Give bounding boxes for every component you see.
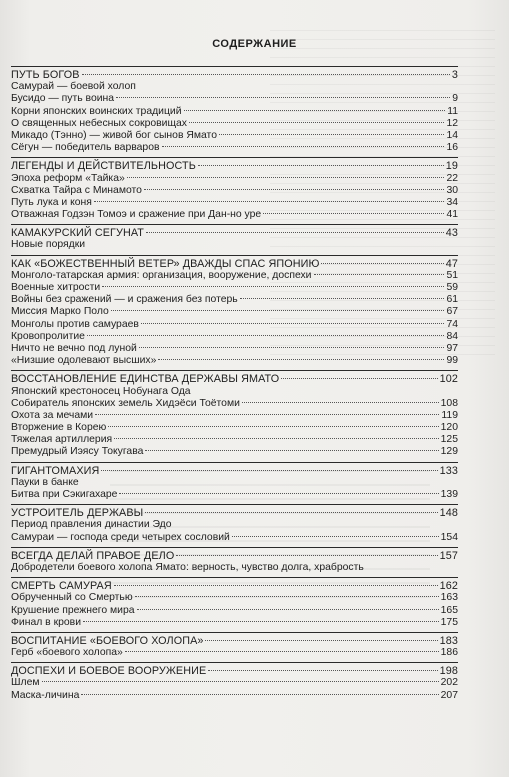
section-heading [11,373,458,385]
toc-entry-page-number: 119 [441,409,458,421]
toc-entry [11,106,458,118]
toc-entry-page-number: 108 [440,397,458,409]
toc-section [11,662,458,702]
dot-leader [108,426,438,427]
section-heading-title: ВОСПИТАНИЕ «БОЕВОГО ХОЛОПА» [11,634,204,647]
toc-entry-page-number: 154 [440,531,458,543]
toc-entry-title: Обрученный со Смертью [11,592,133,604]
toc-entry-page-number: 34 [446,196,458,208]
dot-leader [208,670,437,671]
toc-entry-title: О священных небесных сокровищах [11,117,187,129]
section-heading-page-number: 162 [439,580,458,593]
toc-entry-title: Битва при Сэкигахаре [11,489,118,500]
dot-leader [87,335,444,336]
toc-entry [11,306,458,318]
toc-entry [11,605,458,617]
toc-entry [11,197,458,209]
toc-entry-title: Кровопролитие [11,330,85,342]
toc-section [11,632,458,659]
toc-entry-page-number: 202 [440,677,458,689]
dot-leader [240,298,445,299]
toc-entry [11,331,458,343]
toc-section [11,255,458,368]
section-heading-page-number: 43 [445,227,458,240]
toc-section [11,224,458,251]
toc-entry [11,142,458,154]
toc-entry-page-number: 74 [446,318,458,330]
dot-leader [232,536,439,537]
toc-entry [11,386,458,398]
section-heading-title: КАМАКУРСКИЙ СЕГУНАТ [11,227,144,240]
section-heading-page-number: 148 [439,507,458,520]
dot-leader [135,596,439,597]
toc-entry [11,489,458,501]
dot-leader [242,402,439,403]
section-heading [11,160,458,172]
toc-section [11,547,458,574]
toc-entry [11,185,458,197]
section-heading [11,507,458,519]
toc-entry [11,270,458,282]
dot-leader [116,97,450,98]
toc-entry-title: Охота за мечами [11,409,94,421]
toc-section [11,66,458,154]
dot-leader [94,201,445,202]
toc-section [11,577,458,629]
dot-leader [101,470,437,471]
dot-leader [314,274,445,275]
toc-entry [11,355,458,367]
toc-entry [11,319,458,331]
section-heading [11,227,458,239]
toc-entry [11,209,458,221]
toc-entry-title: Тяжелая артиллерия [11,434,113,446]
toc-entry-page-number: 120 [440,422,458,434]
section-heading [11,69,458,81]
dot-leader [141,323,445,324]
toc-entry-page-number: 51 [446,269,458,281]
section-heading-title: ДОСПЕХИ И БОЕВОЕ ВООРУЖЕНИЕ [11,665,207,678]
toc-entry-title: Японский крестоносец Нобунага Ода [11,385,191,397]
section-heading-page-number: 19 [445,160,458,173]
section-heading-page-number: 102 [439,373,458,386]
toc-entry-title: Маска-личина [11,689,80,701]
dot-leader [146,232,444,233]
dot-leader [42,681,439,682]
toc-entry [11,398,458,410]
toc-entry [11,617,458,629]
toc-entry-title: Самураи — господа среди четырех сословий [11,531,230,543]
toc-entry-title: Новые порядки [11,239,86,251]
toc-entry-page-number: 14 [446,129,458,141]
toc-entry-page-number: 175 [440,616,458,628]
toc-entry-title: Военные хитрости [11,282,101,293]
dot-leader [81,694,438,695]
dot-leader [189,122,444,123]
dot-leader [114,585,438,586]
toc-entry-title: Войны без сражений — и сражения без потерь [11,294,238,306]
toc-section [11,157,458,221]
toc-entry-title: Эпоха реформ «Тайка» [11,172,125,184]
toc-entry [11,677,458,689]
dot-leader [281,378,437,379]
section-heading-title: ПУТЬ БОГОВ [11,69,80,81]
toc-entry [11,647,458,659]
toc-entry [11,173,458,185]
section-heading-page-number: 183 [439,634,458,647]
toc-entry-page-number: 207 [440,689,458,701]
dot-leader [144,189,445,190]
dot-leader [137,609,439,610]
toc-entry [11,422,458,434]
toc-section [11,504,458,544]
toc-entry [11,519,458,531]
toc-entry-title: Ничто не вечно под луной [11,342,137,354]
toc-entry-page-number: 99 [446,355,458,367]
toc-entry-title: Период правления династии Эдо [11,519,172,531]
toc-entry-title: Финал в крови [11,616,82,628]
section-heading [11,550,458,562]
toc-entry-title: Корни японских воинских традиций [11,105,182,117]
toc-entry [11,592,458,604]
dot-leader [145,512,437,513]
toc-entry-title: Миссия Марко Поло [11,306,109,318]
section-heading [11,465,458,477]
dot-leader [102,286,444,287]
section-heading-title: ЛЕГЕНДЫ И ДЕЙСТВИТЕЛЬНОСТЬ [11,160,196,173]
dot-leader [176,555,437,556]
toc-entry [11,343,458,355]
section-heading-title: ВСЕГДА ДЕЛАЙ ПРАВОЕ ДЕЛО [11,549,175,562]
toc-entry [11,410,458,422]
toc-section [11,462,458,502]
toc-entry-title: Сёгун — победитель варваров [11,142,160,154]
section-heading-title: КАК «БОЖЕСТВЕННЫЙ ВЕТЕР» ДВАЖДЫ СПАС ЯПОНИЮ [11,257,320,270]
toc-entry [11,81,458,93]
dot-leader [125,651,439,652]
section-heading [11,258,458,270]
dot-leader [111,310,445,311]
table-of-contents [11,66,458,705]
section-heading [11,635,458,647]
dot-leader [205,640,437,641]
toc-entry-title: Добродетели боевого холопа Ямато: верность, чувство долга, храбрость [11,561,364,573]
toc-entry-page-number: 165 [440,604,458,616]
toc-entry-title: «Низшие одолевают высших» [11,355,157,367]
toc-entry-title: Монголо-татарская армия: организация, вооружение, доспехи [11,269,312,281]
dot-leader [127,177,445,178]
toc-entry-title: Крушение прежнего мира [11,604,135,616]
toc-entry [11,690,458,702]
dot-leader [119,493,438,494]
toc-entry-title: Отважная Годзэн Томоэ и сражение при Дан-но уре [11,209,262,221]
toc-entry [11,130,458,142]
toc-entry-page-number: 59 [446,282,458,293]
toc-entry-title: Схватка Тайра с Минамото [11,184,142,196]
dot-leader [321,263,443,264]
dot-leader [83,621,439,622]
section-heading-title: УСТРОИТЕЛЬ ДЕРЖАВЫ [11,507,144,520]
toc-entry-page-number: 186 [440,647,458,659]
toc-entry-title: Вторжение в Корею [11,422,107,434]
dot-leader [139,347,445,348]
toc-entry-title: Монголы против самураев [11,318,139,330]
dot-leader [158,359,444,360]
toc-entry-page-number: 12 [446,117,458,129]
dot-leader [82,74,450,75]
dot-leader [145,450,438,451]
toc-entry-title: Самурай — боевой холоп [11,81,136,93]
section-heading [11,665,458,677]
section-heading-page-number: 198 [439,665,458,678]
toc-entry-page-number: 61 [446,294,458,306]
section-heading-page-number: 47 [445,257,458,270]
section-heading [11,580,458,592]
toc-entry-page-number: 16 [446,142,458,154]
dot-leader [114,438,439,439]
toc-entry [11,562,458,574]
toc-entry [11,93,458,105]
section-heading-title: СМЕРТЬ САМУРАЯ [11,580,112,593]
toc-entry-page-number: 11 [447,105,458,117]
toc-entry-title: Собиратель японских земель Хидэёси Тоётоми [11,397,240,409]
dot-leader [95,414,439,415]
toc-entry-page-number: 41 [446,209,458,221]
section-heading-title: ВОССТАНОВЛЕНИЕ ЕДИНСТВА ДЕРЖАВЫ ЯМАТО [11,373,280,386]
toc-entry [11,282,458,294]
section-heading-page-number: 3 [451,69,458,81]
toc-entry-page-number: 129 [440,446,458,458]
toc-entry-page-number: 67 [446,306,458,318]
toc-entry-title: Премудрый Иэясу Токугава [11,446,144,458]
dot-leader [219,134,444,135]
section-heading-page-number: 133 [439,464,458,477]
toc-entry [11,239,458,251]
toc-entry-page-number: 163 [440,592,458,604]
section-heading-page-number: 157 [439,549,458,562]
toc-entry-page-number: 30 [446,184,458,196]
toc-entry [11,477,458,489]
dot-leader [198,165,444,166]
toc-entry-page-number: 9 [452,93,458,105]
toc-entry-page-number: 125 [440,434,458,446]
toc-entry [11,532,458,544]
toc-entry [11,446,458,458]
dot-leader [184,110,446,111]
toc-entry-page-number: 97 [446,342,458,354]
toc-entry-title: Бусидо — путь воина [11,93,115,105]
dot-leader [263,213,444,214]
toc-entry-page-number: 84 [446,330,458,342]
toc-entry-title: Герб «боевого холопа» [11,647,123,659]
toc-entry-page-number: 22 [446,172,458,184]
toc-entry [11,294,458,306]
toc-entry-title: Микадо (Тэнно) — живой бог сынов Ямато [11,129,217,141]
toc-entry [11,118,458,130]
toc-entry-title: Пауки в банке [11,476,79,488]
toc-entry-page-number: 139 [440,489,458,500]
toc-entry-title: Шлем [11,677,40,689]
toc-section [11,370,458,458]
toc-entry [11,434,458,446]
dot-leader [162,146,445,147]
page-title: СОДЕРЖАНИЕ [212,38,297,50]
section-heading-title: ГИГАНТОМАХИЯ [11,464,100,477]
toc-entry-title: Путь лука и коня [11,196,92,208]
